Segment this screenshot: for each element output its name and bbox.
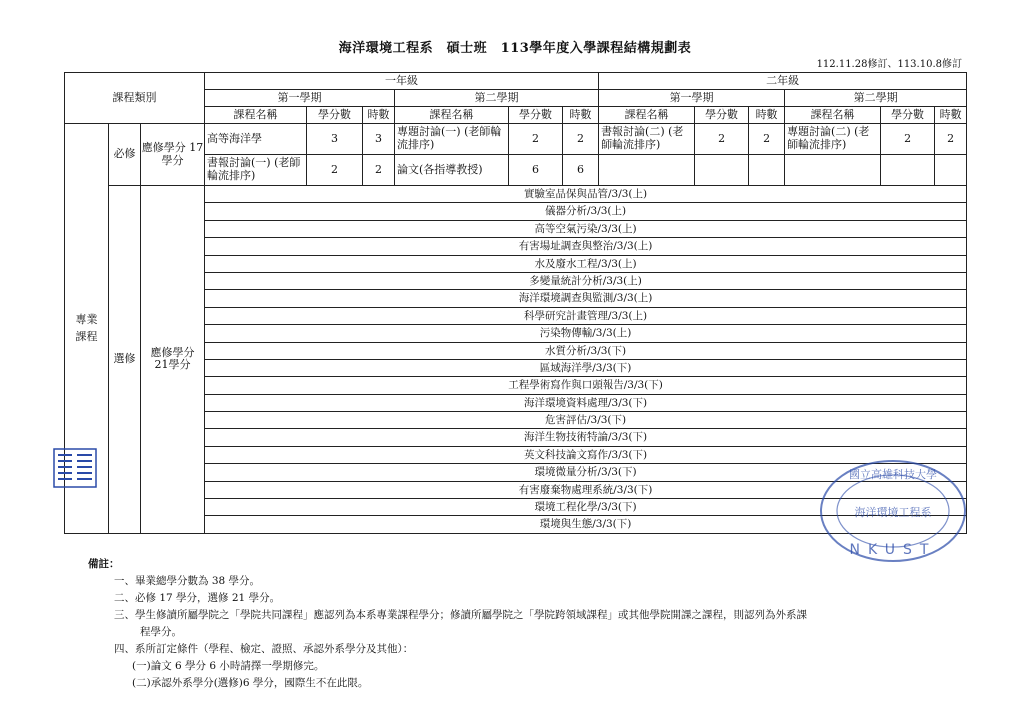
col-credits: 學分數 [695,107,749,124]
col-credits: 學分數 [307,107,363,124]
credits-cell: 2 [307,155,363,186]
y2-sem2-header: 第二學期 [785,90,967,107]
credits-cell: 6 [509,155,563,186]
page-title: 海洋環境工程系 碩士班 113學年度入學課程結構規劃表 [338,41,692,56]
col-credits: 學分數 [881,107,935,124]
course-cell [785,155,881,186]
note-3: 三、學生修讀所屬學院之「學院共同課程」應認列為本系專業課程學分；修讀所屬學院之「學院跨領域課程」或其他學院開課之課程，則認列為外系課 [114,609,807,621]
credits-cell [881,155,935,186]
credits-cell: 3 [307,124,363,155]
hours-cell: 6 [563,155,599,186]
elective-course: 科學研究計畫管理/3/3(上) [205,308,966,325]
year1-header: 一年級 [205,73,599,90]
col-course-name: 課程名稱 [205,107,307,124]
elective-course: 海洋生物技術特論/3/3(下) [205,429,966,446]
hours-cell: 3 [363,124,395,155]
col-course-name: 課程名稱 [785,107,881,124]
col-hours: 時數 [749,107,785,124]
elective-course: 海洋環境調查與監測/3/3(上) [205,290,966,307]
svg-text:國立高雄科技大學: 國立高雄科技大學 [849,468,937,481]
elective-course: 有害廢棄物處理系統/3/3(下) [205,482,966,499]
elective-course: 水及廢水工程/3/3(上) [205,256,966,273]
col-course-name: 課程名稱 [599,107,695,124]
review-stamp [52,447,98,489]
hours-cell [935,155,967,186]
elective-course: 環境與生態/3/3(下) [539,518,632,531]
elective-course: 污染物傳輸/3/3(上) [205,325,966,342]
major-courses-label: 專業課程 [65,124,109,534]
col-hours: 時數 [935,107,967,124]
credits-cell: 2 [881,124,935,155]
col-credits: 學分數 [509,107,563,124]
hours-cell: 2 [935,124,967,155]
svg-text:NKUST: NKUST [849,542,937,558]
note-2: 二、必修 17 學分，選修 21 學分。 [114,592,281,604]
course-cell: 書報討論(二) (老師輪流排序) [599,124,695,155]
hours-cell: 2 [749,124,785,155]
elective-course: 工程學術寫作與口頭報告/3/3(下) [205,377,966,394]
note-4b: (二)承認外系學分(選修)6 學分，國際生不在此限。 [132,677,369,689]
y2-sem1-header: 第一學期 [599,90,785,107]
elective-course: 高等空氣污染/3/3(上) [205,221,966,238]
hours-cell: 2 [563,124,599,155]
notes-section [88,556,807,692]
credits-cell: 2 [509,124,563,155]
elective-course: 危害評估/3/3(下) [205,412,966,429]
y1-sem2-header: 第二學期 [395,90,599,107]
credits-cell [695,155,749,186]
course-cell: 專題討論(二) (老師輪流排序) [785,124,881,155]
note-4a: (一)論文 6 學分 6 小時請擇一學期修完。 [132,660,325,672]
course-cell: 專題討論(一) (老師輪流排序) [395,124,509,155]
elective-course: 儀器分析/3/3(上) [205,203,966,220]
elective-course: 區域海洋學/3/3(下) [205,360,966,377]
elective-course: 海洋環境資料處理/3/3(下) [205,395,966,412]
university-seal [818,458,968,564]
credits-cell: 2 [695,124,749,155]
elective-course: 環境微量分析/3/3(下) [205,464,966,481]
required-label: 必修 [109,124,141,186]
elective-course: 有害場址調查與整治/3/3(上) [205,238,966,255]
note-4: 四、系所訂定條件（學程、檢定、證照、承認外系學分及其他）： [114,643,414,655]
elective-label: 選修 [109,186,141,534]
col-course-name: 課程名稱 [395,107,509,124]
col-hours: 時數 [563,107,599,124]
notes-title: 備註： [88,558,120,570]
course-cell [599,155,695,186]
note-3-cont: 程學分。 [140,626,182,638]
course-cell: 論文(各指導教授) [395,155,509,186]
svg-text:海洋環境工程系: 海洋環境工程系 [854,506,932,519]
required-credits-label: 應修學分 17學分 [141,124,205,186]
hours-cell: 2 [363,155,395,186]
revision-note: 112.11.28修訂、113.10.8修訂 [816,59,962,70]
elective-course: 環境工程化學/3/3(下) [205,499,966,516]
elective-course: 實驗室品保與品管/3/3(上) [205,186,966,203]
note-1: 一、畢業總學分數為 38 學分。 [114,575,261,587]
elective-course: 英文科技論文寫作/3/3(下) [205,447,966,464]
y1-sem1-header: 第一學期 [205,90,395,107]
elective-credits-label: 應修學分 21學分 [141,186,205,534]
elective-course: 水質分析/3/3(下) [205,343,966,360]
category-header: 課程類別 [65,73,205,124]
hours-cell [749,155,785,186]
year2-header: 二年級 [599,73,967,90]
course-cell: 書報討論(一) (老師輪流排序) [205,155,307,186]
course-cell: 高等海洋學 [205,124,307,155]
elective-course: 多變量統計分析/3/3(上) [205,273,966,290]
col-hours: 時數 [363,107,395,124]
